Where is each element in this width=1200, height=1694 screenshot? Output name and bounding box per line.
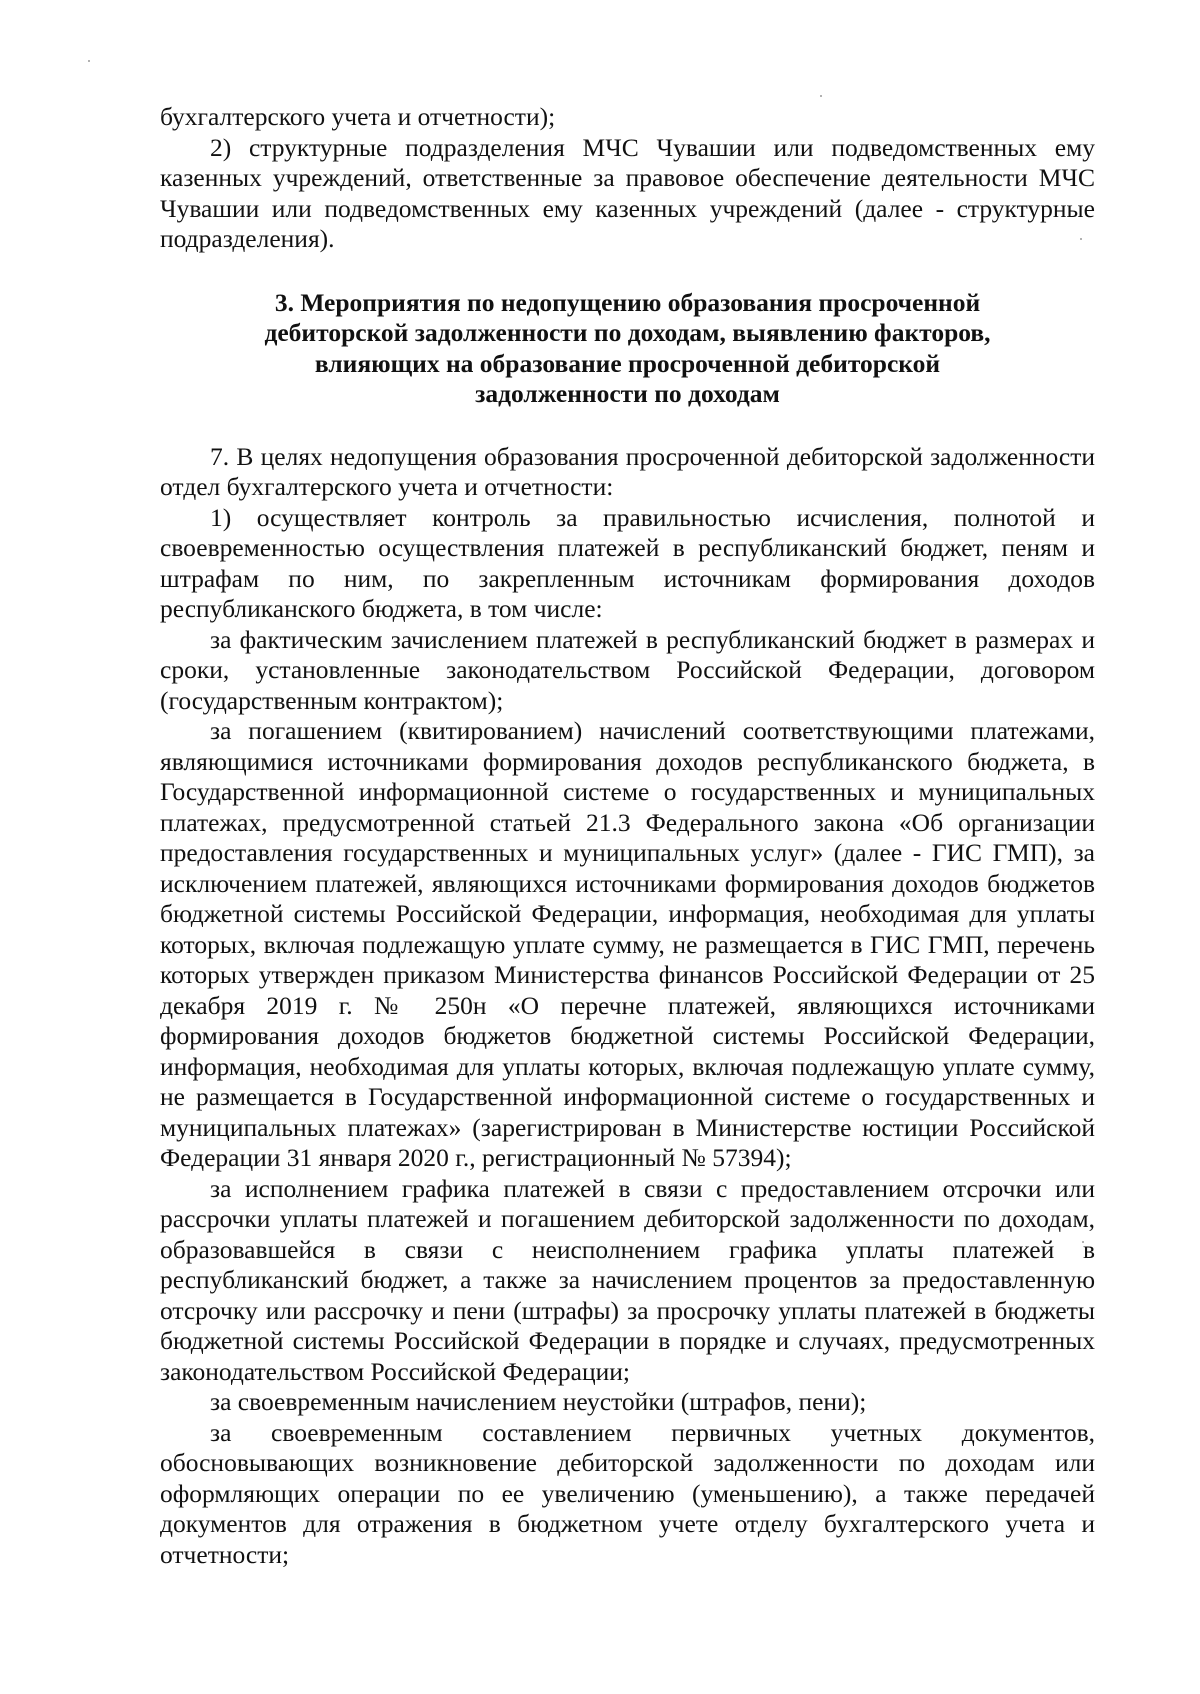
paragraph-7-subitem: за фактическим зачислением платежей в республиканский бюджет в размерах и сроки, установленные законодательством Российской Федерации, договором (государственным контрактом); bbox=[160, 624, 1095, 715]
paragraph-7-item-1: 1) осуществляет контроль за правильностью исчисления, полнотой и своевременностью осуществления платежей в республиканский бюджет, пеням и штрафам по ним, по закрепленным источникам формирования доходов республиканского бюджета, в том числе: bbox=[160, 502, 1095, 623]
paragraph-7-subitem: за исполнением графика платежей в связи с предоставлением отсрочки или рассрочки уплаты платежей и погашением дебиторской задолженности по доходам, образовавшейся в связи с неисполнением графика уплаты платежей в республиканский бюджет, а также за начислением процентов за предоставленную отсрочку или рассрочку и пени (штрафы) за просрочку уплаты платежей в бюджеты бюджетной системы Российской Федерации в порядке и случаях, предусмотренных законодательством Российской Федерации; bbox=[160, 1173, 1095, 1386]
section-heading-line: 3. Мероприятия по недопущению образования просроченной bbox=[274, 287, 981, 317]
item-2-paragraph: 2) структурные подразделения МЧС Чувашии или подведомственных ему казенных учреждений, ответственные за правовое обеспечение деятельности МЧС Чувашии или подведомственных ему казенных учреждений (далее - структурные подразделения). bbox=[160, 132, 1095, 253]
paragraph-7-subitem: за погашением (квитированием) начислений соответствующими платежами, являющимися источниками формирования доходов республиканского бюджета, в Государственной информационной системе о государственных и муниципальных платежах, предусмотренной статьей 21.3 Федерального закона «Об организации предоставления государственных и муниципальных услуг» (далее - ГИС ГМП), за исключением платежей, являющихся источниками формирования доходов бюджетов бюджетной системы Российской Федерации, информация, необходимая для уплаты которых, включая подлежащую уплате сумму, не размещается в ГИС ГМП, перечень которых утвержден приказом Министерства финансов Российской Федерации от 25 декабря 2019 г. № 250н «О перечне платежей, являющихся источниками формирования доходов бюджетов бюджетной системы Российской Федерации, информация, необходимая для уплаты которых, включая подлежащую уплате сумму, не размещается в Государственной информационной системе о государственных и муниципальных платежах» (зарегистрирован в Министерстве юстиции Российской Федерации 31 января 2020 г., регистрационный № 57394); bbox=[160, 716, 1095, 1172]
section-heading-line: влияющих на образование просроченной дебиторской bbox=[314, 348, 941, 378]
section-heading bbox=[160, 288, 1095, 410]
section-heading-line: дебиторской задолженности по доходам, выявлению факторов, bbox=[264, 318, 991, 347]
paragraph-7-subitem: за своевременным начислением неустойки (штрафов, пени); bbox=[210, 1387, 867, 1416]
fragment-top: бухгалтерского учета и отчетности); bbox=[160, 102, 556, 131]
paragraph-7-subitem: за своевременным составлением первичных учетных документов, обосновывающих возникновение дебиторской задолженности по доходам или оформляющих операции по ее увеличению (уменьшению), а также передачей документов для отражения в бюджетном учете отделу бухгалтерского учета и отчетности; bbox=[160, 1417, 1095, 1569]
paragraph-7-intro: 7. В целях недопущения образования просроченной дебиторской задолженности отдел бухгалтерского учета и отчетности: bbox=[160, 441, 1095, 501]
scan-speck bbox=[88, 60, 90, 62]
document-body bbox=[160, 102, 1095, 1570]
scan-speck bbox=[820, 95, 822, 97]
section-heading-line: задолженности по доходам bbox=[475, 379, 780, 408]
